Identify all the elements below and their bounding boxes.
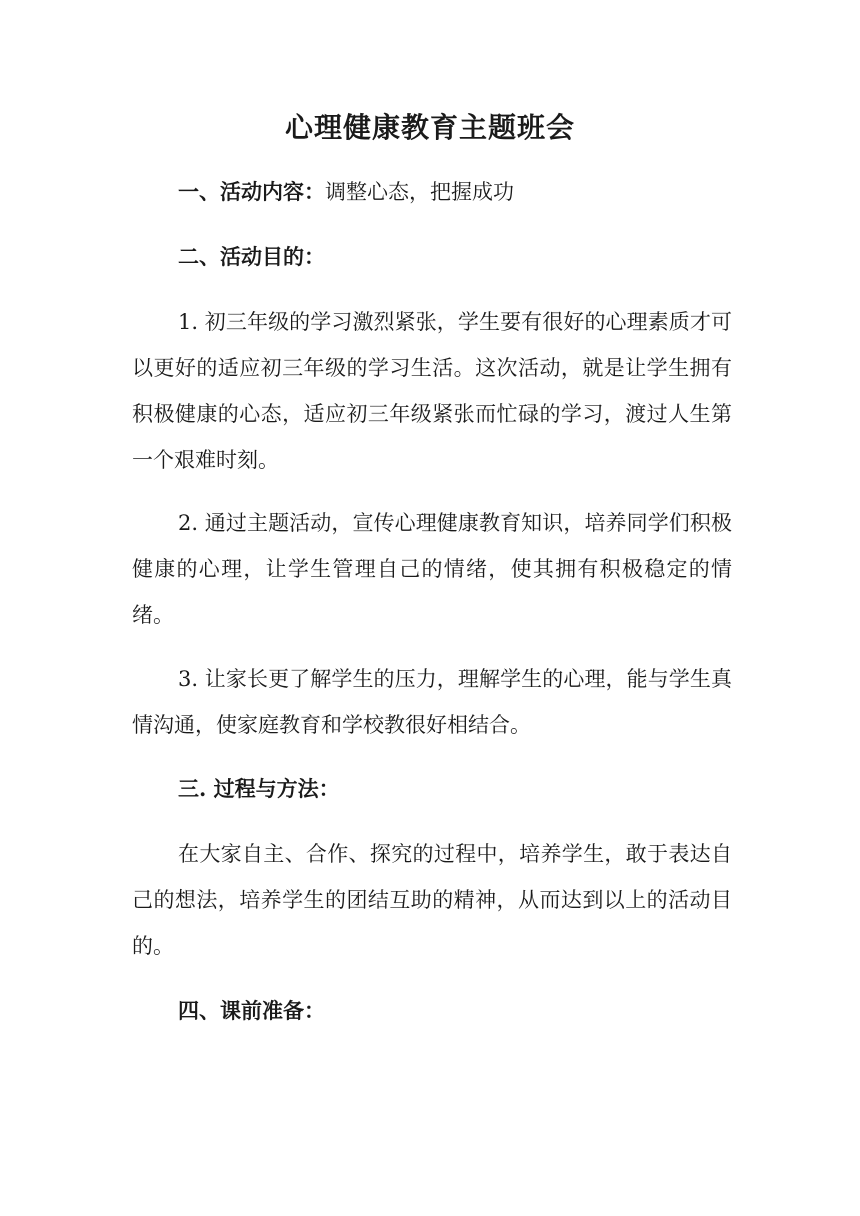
section-process-method bbox=[132, 766, 732, 812]
purpose-item-2: 2. 通过主题活动，宣传心理健康教育知识，培养同学们积极健康的心理，让学生管理自己的情绪，使其拥有积极稳定的情绪。 bbox=[132, 511, 732, 627]
process-method-text: 在大家自主、合作、探究的过程中，培养学生，敢于表达自己的想法，培养学生的团结互助的精神，从而达到以上的活动目的。 bbox=[132, 842, 732, 958]
purpose-item-3: 3. 让家长更了解学生的压力，理解学生的心理，能与学生真情沟通，使家庭教育和学校教很好相结合。 bbox=[132, 667, 732, 737]
section-label: 一、活动内容： bbox=[178, 179, 325, 204]
section-text: 调整心态，把握成功 bbox=[325, 180, 514, 204]
section-activity-purpose bbox=[132, 234, 732, 280]
purpose-item-1: 1. 初三年级的学习激烈紧张，学生要有很好的心理素质才可以更好的适应初三年级的学习生活。这次活动，就是让学生拥有积极健康的心态，适应初三年级紧张而忙碌的学习，渡过人生第一个艰难时刻。 bbox=[132, 310, 732, 472]
section-preparation bbox=[132, 988, 732, 1034]
section-label: 三. 过程与方法： bbox=[178, 776, 340, 801]
document-title: 心理健康教育主题班会 bbox=[284, 111, 575, 144]
section-label: 四、课前准备： bbox=[178, 998, 325, 1023]
section-label: 二、活动目的： bbox=[178, 244, 325, 269]
section-activity-content bbox=[132, 169, 732, 215]
